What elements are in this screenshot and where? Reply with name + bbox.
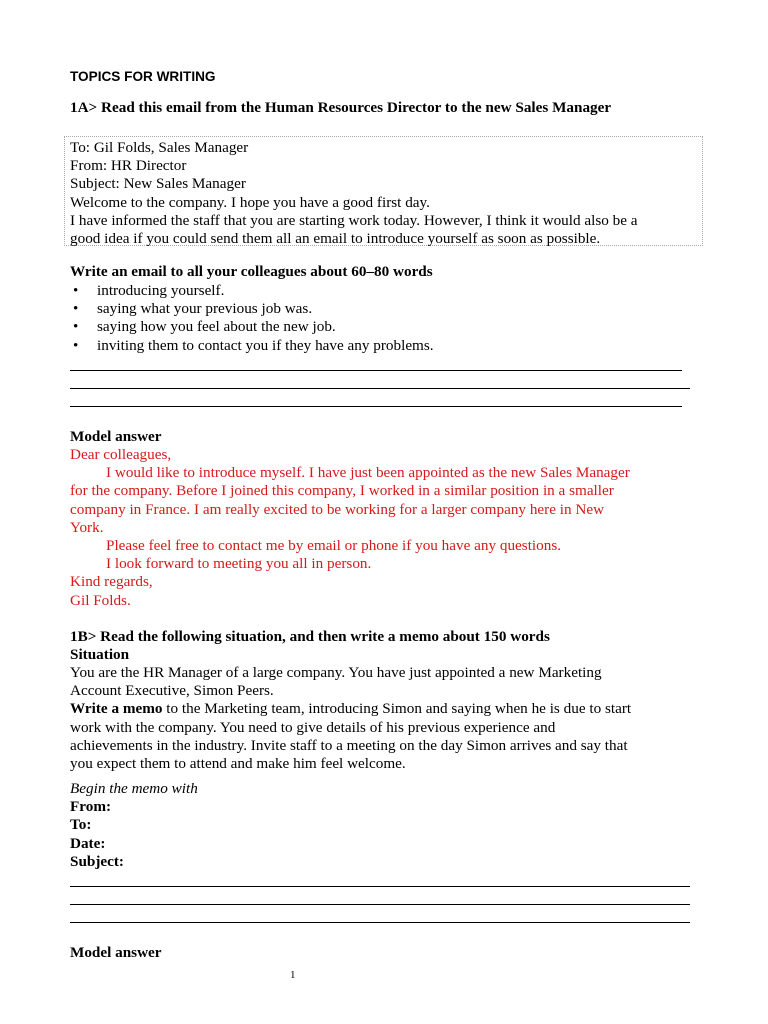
task-line: work with the company. You need to give details of his previous experience and: [70, 718, 556, 736]
email-paragraph: I look forward to meeting you all in person.: [106, 555, 372, 573]
requirements-list: [70, 282, 700, 355]
task-1b-title: 1B> Read the following situation, and then write a memo about 150 words: [70, 628, 550, 645]
page-heading: TOPICS FOR WRITING: [70, 69, 216, 84]
writing-line: [70, 886, 690, 887]
email-signature: Gil Folds.: [70, 591, 131, 609]
memo-field-subject: Subject:: [70, 852, 124, 870]
task-line: you expect them to attend and make him feel welcome.: [70, 755, 406, 773]
model-answer-label: Model answer: [70, 428, 162, 445]
email-body-line: I have informed the staff that you are starting work today. However, I think it would also be a: [70, 211, 638, 229]
model-answer-label-2: Model answer: [70, 944, 162, 961]
situation-label: Situation: [70, 646, 130, 663]
list-item: • saying what your previous job was.: [73, 300, 313, 318]
model-answer-email: [70, 446, 700, 610]
email-paragraph-line: York.: [70, 518, 104, 536]
memo-start: [70, 780, 700, 871]
email-paragraph: Please feel free to contact me by email or phone if you have any questions.: [106, 537, 562, 555]
list-item: • inviting them to contact you if they have any problems.: [73, 336, 434, 354]
email-subject-line: Subject: New Sales Manager: [70, 175, 246, 193]
email-paragraph-line: for the company. Before I joined this company, I worked in a similar position in a smaller: [70, 482, 614, 500]
task-line: achievements in the industry. Invite staff to a meeting on the day Simon arrives and say that: [70, 736, 628, 754]
email-to-line: To: Gil Folds, Sales Manager: [70, 139, 249, 156]
email-closing: Kind regards,: [70, 573, 153, 591]
email-from-line: From: HR Director: [70, 157, 187, 175]
task-line: Write a memo to the Marketing team, introducing Simon and saying when he is due to start: [70, 700, 632, 718]
bullet-icon: •: [73, 318, 79, 336]
situation-line: Account Executive, Simon Peers.: [70, 682, 274, 700]
task-1a-instruction: Write an email to all your colleagues about 60–80 words: [70, 263, 433, 280]
write-memo-emphasis: Write a memo: [70, 700, 163, 718]
writing-line: [70, 406, 682, 407]
memo-field-to: To:: [70, 816, 92, 834]
bullet-icon: •: [73, 336, 79, 354]
page-number: 1: [290, 969, 296, 981]
bullet-icon: •: [73, 300, 79, 318]
task-1a-title: 1A> Read this email from the Human Resources Director to the new Sales Manager: [70, 99, 612, 116]
list-item: • introducing yourself.: [73, 282, 225, 299]
begin-memo-text: Begin the memo with: [70, 780, 198, 797]
writing-line: [70, 370, 682, 371]
situation-line: You are the HR Manager of a large company. You have just appointed a new Marketing: [70, 664, 602, 681]
email-body-line: good idea if you could send them all an email to introduce yourself as soon as possible.: [70, 230, 601, 248]
memo-field-from: From:: [70, 798, 112, 816]
memo-field-date: Date:: [70, 834, 106, 852]
email-paragraph-line: company in France. I am really excited to be working for a larger company here in New: [70, 500, 605, 518]
email-body-line: Welcome to the company. I hope you have a good first day.: [70, 193, 430, 211]
list-item: • saying how you feel about the new job.: [73, 318, 336, 336]
email-box: [64, 136, 703, 246]
writing-line: [70, 388, 690, 389]
bullet-icon: •: [73, 282, 79, 299]
writing-line: [70, 922, 690, 923]
email-paragraph-line: I would like to introduce myself. I have just been appointed as the new Sales Manager: [106, 464, 630, 482]
situation-text: [70, 664, 700, 773]
writing-line: [70, 904, 690, 905]
email-greeting: Dear colleagues,: [70, 446, 172, 463]
